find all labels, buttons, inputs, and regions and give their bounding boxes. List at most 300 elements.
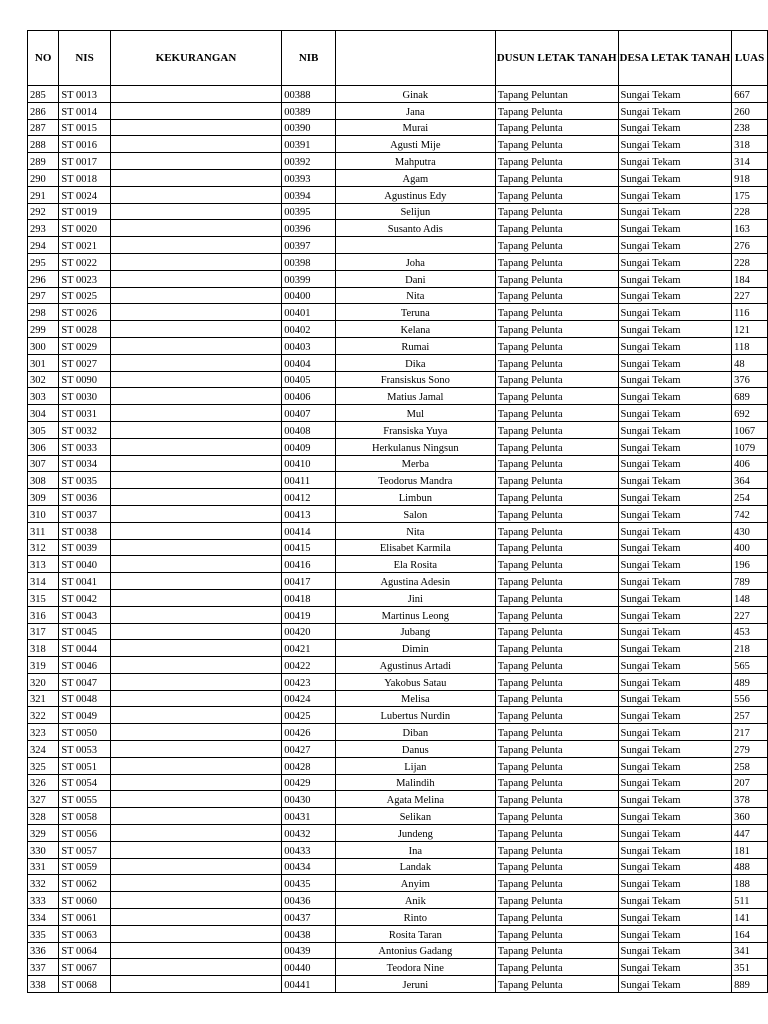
- cell-dusun: Tapang Pelunta: [495, 253, 618, 270]
- table-row: [28, 421, 768, 438]
- cell-nib: 00441: [282, 976, 336, 993]
- cell-desa: Sungai Tekam: [618, 724, 732, 741]
- cell-desa: Sungai Tekam: [618, 841, 732, 858]
- cell-desa: Sungai Tekam: [618, 102, 732, 119]
- cell-kekurangan: [110, 657, 282, 674]
- cell-nis: ST 0056: [59, 825, 110, 842]
- cell-dusun: Tapang Pelunta: [495, 388, 618, 405]
- cell-no: 317: [28, 623, 59, 640]
- cell-kekurangan: [110, 119, 282, 136]
- cell-luas: 228: [732, 203, 768, 220]
- cell-nis: ST 0029: [59, 337, 110, 354]
- header-kekurangan: KEKURANGAN: [110, 31, 282, 86]
- cell-desa: Sungai Tekam: [618, 405, 732, 422]
- table-row: [28, 808, 768, 825]
- cell-nis: ST 0015: [59, 119, 110, 136]
- cell-kekurangan: [110, 421, 282, 438]
- cell-no: 287: [28, 119, 59, 136]
- cell-name: Anik: [335, 892, 495, 909]
- cell-name: Joha: [335, 253, 495, 270]
- cell-luas: 918: [732, 169, 768, 186]
- cell-nib: 00402: [282, 321, 336, 338]
- cell-nib: 00423: [282, 673, 336, 690]
- cell-luas: 121: [732, 321, 768, 338]
- table-row: [28, 892, 768, 909]
- cell-desa: Sungai Tekam: [618, 791, 732, 808]
- cell-nis: ST 0062: [59, 875, 110, 892]
- cell-nib: 00425: [282, 707, 336, 724]
- table-row: [28, 438, 768, 455]
- cell-nis: ST 0031: [59, 405, 110, 422]
- cell-kekurangan: [110, 606, 282, 623]
- cell-kekurangan: [110, 505, 282, 522]
- cell-no: 319: [28, 657, 59, 674]
- table-row: [28, 573, 768, 590]
- cell-dusun: Tapang Pelunta: [495, 237, 618, 254]
- cell-kekurangan: [110, 304, 282, 321]
- cell-no: 326: [28, 774, 59, 791]
- cell-name: Selijun: [335, 203, 495, 220]
- cell-nis: ST 0030: [59, 388, 110, 405]
- cell-kekurangan: [110, 405, 282, 422]
- cell-nis: ST 0033: [59, 438, 110, 455]
- cell-nib: 00432: [282, 825, 336, 842]
- cell-kekurangan: [110, 253, 282, 270]
- table-row: [28, 589, 768, 606]
- cell-desa: Sungai Tekam: [618, 556, 732, 573]
- cell-name: Herkulanus Ningsun: [335, 438, 495, 455]
- cell-no: 310: [28, 505, 59, 522]
- cell-desa: Sungai Tekam: [618, 976, 732, 993]
- cell-name: Teodorus Mandra: [335, 472, 495, 489]
- table-header: [28, 31, 768, 86]
- cell-no: 299: [28, 321, 59, 338]
- cell-nib: 00440: [282, 959, 336, 976]
- cell-dusun: Tapang Pelunta: [495, 875, 618, 892]
- cell-desa: Sungai Tekam: [618, 220, 732, 237]
- cell-kekurangan: [110, 774, 282, 791]
- cell-no: 307: [28, 455, 59, 472]
- cell-luas: 1079: [732, 438, 768, 455]
- cell-no: 293: [28, 220, 59, 237]
- cell-luas: 227: [732, 287, 768, 304]
- cell-desa: Sungai Tekam: [618, 808, 732, 825]
- cell-kekurangan: [110, 573, 282, 590]
- cell-dusun: Tapang Pelunta: [495, 707, 618, 724]
- cell-nib: 00391: [282, 136, 336, 153]
- cell-dusun: Tapang Pelunta: [495, 438, 618, 455]
- cell-name: Martinus Leong: [335, 606, 495, 623]
- table-row: [28, 741, 768, 758]
- cell-nib: 00435: [282, 875, 336, 892]
- cell-desa: Sungai Tekam: [618, 304, 732, 321]
- cell-no: 315: [28, 589, 59, 606]
- cell-no: 312: [28, 539, 59, 556]
- cell-desa: Sungai Tekam: [618, 757, 732, 774]
- cell-nib: 00393: [282, 169, 336, 186]
- header-nama: [335, 31, 495, 86]
- cell-nib: 00438: [282, 925, 336, 942]
- cell-name: Danus: [335, 741, 495, 758]
- cell-dusun: Tapang Pelunta: [495, 455, 618, 472]
- cell-dusun: Tapang Pelunta: [495, 808, 618, 825]
- cell-no: 322: [28, 707, 59, 724]
- cell-nis: ST 0049: [59, 707, 110, 724]
- cell-no: 292: [28, 203, 59, 220]
- table-row: [28, 724, 768, 741]
- cell-name: Kelana: [335, 321, 495, 338]
- cell-name: Selikan: [335, 808, 495, 825]
- cell-name: Antonius Gadang: [335, 942, 495, 959]
- cell-nis: ST 0024: [59, 186, 110, 203]
- cell-dusun: Tapang Pelunta: [495, 942, 618, 959]
- cell-nis: ST 0047: [59, 673, 110, 690]
- cell-name: Murai: [335, 119, 495, 136]
- cell-desa: Sungai Tekam: [618, 690, 732, 707]
- cell-dusun: Tapang Pelunta: [495, 304, 618, 321]
- cell-nib: 00422: [282, 657, 336, 674]
- cell-nib: 00395: [282, 203, 336, 220]
- table-row: [28, 556, 768, 573]
- cell-kekurangan: [110, 102, 282, 119]
- cell-dusun: Tapang Pelunta: [495, 690, 618, 707]
- table-row: [28, 774, 768, 791]
- cell-name: Mul: [335, 405, 495, 422]
- cell-kekurangan: [110, 539, 282, 556]
- cell-dusun: Tapang Pelunta: [495, 136, 618, 153]
- cell-nib: 00411: [282, 472, 336, 489]
- cell-dusun: Tapang Pelunta: [495, 539, 618, 556]
- cell-name: Anyim: [335, 875, 495, 892]
- cell-nib: 00427: [282, 741, 336, 758]
- cell-no: 308: [28, 472, 59, 489]
- cell-nis: ST 0058: [59, 808, 110, 825]
- cell-nib: 00394: [282, 186, 336, 203]
- cell-dusun: Tapang Pelunta: [495, 741, 618, 758]
- table-row: [28, 875, 768, 892]
- cell-kekurangan: [110, 640, 282, 657]
- cell-kekurangan: [110, 455, 282, 472]
- cell-nis: ST 0025: [59, 287, 110, 304]
- cell-luas: 400: [732, 539, 768, 556]
- cell-desa: Sungai Tekam: [618, 875, 732, 892]
- cell-luas: 318: [732, 136, 768, 153]
- cell-nib: 00416: [282, 556, 336, 573]
- cell-dusun: Tapang Pelunta: [495, 892, 618, 909]
- cell-kekurangan: [110, 556, 282, 573]
- cell-nis: ST 0067: [59, 959, 110, 976]
- cell-nib: 00412: [282, 489, 336, 506]
- table-row: [28, 690, 768, 707]
- cell-no: 338: [28, 976, 59, 993]
- table-row: [28, 304, 768, 321]
- table-row: [28, 253, 768, 270]
- table-row: [28, 640, 768, 657]
- cell-desa: Sungai Tekam: [618, 354, 732, 371]
- cell-dusun: Tapang Pelunta: [495, 371, 618, 388]
- table-row: [28, 136, 768, 153]
- cell-name: Fransiska Yuya: [335, 421, 495, 438]
- header-nib: NIB: [282, 31, 336, 86]
- cell-luas: 164: [732, 925, 768, 942]
- cell-dusun: Tapang Pelunta: [495, 841, 618, 858]
- cell-nis: ST 0044: [59, 640, 110, 657]
- cell-no: 300: [28, 337, 59, 354]
- cell-luas: 556: [732, 690, 768, 707]
- cell-nib: 00434: [282, 858, 336, 875]
- cell-dusun: Tapang Pelunta: [495, 220, 618, 237]
- table-row: [28, 825, 768, 842]
- table-row: [28, 472, 768, 489]
- cell-dusun: Tapang Pelunta: [495, 287, 618, 304]
- cell-no: 303: [28, 388, 59, 405]
- cell-luas: 163: [732, 220, 768, 237]
- table-row: [28, 657, 768, 674]
- cell-nib: 00388: [282, 86, 336, 103]
- cell-nib: 00405: [282, 371, 336, 388]
- cell-luas: 227: [732, 606, 768, 623]
- cell-desa: Sungai Tekam: [618, 909, 732, 926]
- cell-nis: ST 0054: [59, 774, 110, 791]
- cell-nib: 00436: [282, 892, 336, 909]
- cell-no: 321: [28, 690, 59, 707]
- cell-luas: 238: [732, 119, 768, 136]
- cell-no: 314: [28, 573, 59, 590]
- cell-desa: Sungai Tekam: [618, 892, 732, 909]
- cell-desa: Sungai Tekam: [618, 287, 732, 304]
- cell-nib: 00403: [282, 337, 336, 354]
- cell-no: 305: [28, 421, 59, 438]
- cell-name: Ina: [335, 841, 495, 858]
- cell-luas: 341: [732, 942, 768, 959]
- cell-name: Dani: [335, 270, 495, 287]
- cell-nib: 00417: [282, 573, 336, 590]
- cell-nib: 00439: [282, 942, 336, 959]
- cell-dusun: Tapang Pelunta: [495, 270, 618, 287]
- table-row: [28, 321, 768, 338]
- cell-dusun: Tapang Pelunta: [495, 573, 618, 590]
- cell-luas: 279: [732, 741, 768, 758]
- cell-luas: 258: [732, 757, 768, 774]
- cell-nib: 00401: [282, 304, 336, 321]
- cell-desa: Sungai Tekam: [618, 589, 732, 606]
- cell-nis: ST 0038: [59, 522, 110, 539]
- cell-name: Malindih: [335, 774, 495, 791]
- cell-dusun: Tapang Pelunta: [495, 825, 618, 842]
- cell-nis: ST 0016: [59, 136, 110, 153]
- cell-luas: 376: [732, 371, 768, 388]
- table-row: [28, 455, 768, 472]
- cell-name: Jubang: [335, 623, 495, 640]
- cell-desa: Sungai Tekam: [618, 707, 732, 724]
- cell-nib: 00389: [282, 102, 336, 119]
- cell-no: 328: [28, 808, 59, 825]
- cell-nib: 00430: [282, 791, 336, 808]
- cell-desa: Sungai Tekam: [618, 371, 732, 388]
- cell-dusun: Tapang Pelunta: [495, 203, 618, 220]
- cell-dusun: Tapang Pelunta: [495, 556, 618, 573]
- cell-nis: ST 0043: [59, 606, 110, 623]
- cell-name: Salon: [335, 505, 495, 522]
- cell-no: 320: [28, 673, 59, 690]
- cell-nis: ST 0053: [59, 741, 110, 758]
- cell-dusun: Tapang Pelunta: [495, 673, 618, 690]
- table-row: [28, 959, 768, 976]
- cell-kekurangan: [110, 825, 282, 842]
- cell-nib: 00392: [282, 153, 336, 170]
- cell-name: Agusti Mije: [335, 136, 495, 153]
- cell-name: Nita: [335, 522, 495, 539]
- cell-luas: 889: [732, 976, 768, 993]
- cell-dusun: Tapang Pelunta: [495, 186, 618, 203]
- cell-nib: 00400: [282, 287, 336, 304]
- cell-nib: 00437: [282, 909, 336, 926]
- cell-desa: Sungai Tekam: [618, 388, 732, 405]
- cell-name: Mahputra: [335, 153, 495, 170]
- cell-desa: Sungai Tekam: [618, 136, 732, 153]
- cell-dusun: Tapang Pelunta: [495, 102, 618, 119]
- cell-kekurangan: [110, 909, 282, 926]
- cell-desa: Sungai Tekam: [618, 673, 732, 690]
- cell-luas: 406: [732, 455, 768, 472]
- table-row: [28, 169, 768, 186]
- cell-name: Merba: [335, 455, 495, 472]
- table-row: [28, 489, 768, 506]
- cell-desa: Sungai Tekam: [618, 606, 732, 623]
- table-row: [28, 237, 768, 254]
- cell-no: 334: [28, 909, 59, 926]
- cell-nib: 00390: [282, 119, 336, 136]
- cell-no: 335: [28, 925, 59, 942]
- cell-nis: ST 0045: [59, 623, 110, 640]
- cell-no: 291: [28, 186, 59, 203]
- table-row: [28, 791, 768, 808]
- cell-luas: 667: [732, 86, 768, 103]
- cell-desa: Sungai Tekam: [618, 942, 732, 959]
- cell-name: Agustinus Edy: [335, 186, 495, 203]
- cell-kekurangan: [110, 673, 282, 690]
- cell-no: 337: [28, 959, 59, 976]
- cell-dusun: Tapang Pelunta: [495, 505, 618, 522]
- cell-no: 336: [28, 942, 59, 959]
- cell-kekurangan: [110, 270, 282, 287]
- cell-luas: 378: [732, 791, 768, 808]
- cell-no: 296: [28, 270, 59, 287]
- cell-nib: 00429: [282, 774, 336, 791]
- cell-dusun: Tapang Pelunta: [495, 909, 618, 926]
- cell-kekurangan: [110, 791, 282, 808]
- table-row: [28, 623, 768, 640]
- cell-kekurangan: [110, 489, 282, 506]
- cell-luas: 257: [732, 707, 768, 724]
- cell-luas: 260: [732, 102, 768, 119]
- cell-name: Dika: [335, 354, 495, 371]
- cell-kekurangan: [110, 522, 282, 539]
- cell-dusun: Tapang Pelunta: [495, 858, 618, 875]
- cell-nis: ST 0021: [59, 237, 110, 254]
- cell-nib: 00421: [282, 640, 336, 657]
- cell-kekurangan: [110, 707, 282, 724]
- cell-dusun: Tapang Pelunta: [495, 405, 618, 422]
- cell-nib: 00424: [282, 690, 336, 707]
- table-row: [28, 757, 768, 774]
- cell-luas: 217: [732, 724, 768, 741]
- cell-desa: Sungai Tekam: [618, 455, 732, 472]
- table-row: [28, 102, 768, 119]
- cell-luas: 430: [732, 522, 768, 539]
- cell-dusun: Tapang Pelunta: [495, 976, 618, 993]
- cell-luas: 1067: [732, 421, 768, 438]
- cell-no: 288: [28, 136, 59, 153]
- cell-luas: 489: [732, 673, 768, 690]
- cell-luas: 511: [732, 892, 768, 909]
- cell-nib: 00396: [282, 220, 336, 237]
- cell-luas: 141: [732, 909, 768, 926]
- cell-kekurangan: [110, 354, 282, 371]
- cell-desa: Sungai Tekam: [618, 186, 732, 203]
- cell-nis: ST 0035: [59, 472, 110, 489]
- cell-dusun: Tapang Pelunta: [495, 959, 618, 976]
- cell-kekurangan: [110, 186, 282, 203]
- cell-nib: 00418: [282, 589, 336, 606]
- cell-name: Melisa: [335, 690, 495, 707]
- cell-desa: Sungai Tekam: [618, 858, 732, 875]
- cell-kekurangan: [110, 153, 282, 170]
- cell-desa: Sungai Tekam: [618, 741, 732, 758]
- cell-kekurangan: [110, 925, 282, 942]
- table-row: [28, 909, 768, 926]
- cell-no: 325: [28, 757, 59, 774]
- cell-no: 311: [28, 522, 59, 539]
- cell-name: Agustinus Artadi: [335, 657, 495, 674]
- cell-no: 331: [28, 858, 59, 875]
- cell-dusun: Tapang Pelunta: [495, 153, 618, 170]
- cell-no: 294: [28, 237, 59, 254]
- cell-kekurangan: [110, 371, 282, 388]
- cell-dusun: Tapang Pelunta: [495, 589, 618, 606]
- table-row: [28, 707, 768, 724]
- cell-dusun: Tapang Pelunta: [495, 606, 618, 623]
- cell-name: Jundeng: [335, 825, 495, 842]
- cell-name: Nita: [335, 287, 495, 304]
- cell-kekurangan: [110, 959, 282, 976]
- table-row: [28, 976, 768, 993]
- cell-nis: ST 0014: [59, 102, 110, 119]
- cell-nis: ST 0064: [59, 942, 110, 959]
- cell-name: Rumai: [335, 337, 495, 354]
- cell-name: Jeruni: [335, 976, 495, 993]
- cell-dusun: Tapang Pelunta: [495, 522, 618, 539]
- cell-nis: ST 0059: [59, 858, 110, 875]
- header-dusun: DUSUN LETAK TANAH: [495, 31, 618, 86]
- cell-name: [335, 237, 495, 254]
- cell-desa: Sungai Tekam: [618, 472, 732, 489]
- cell-no: 329: [28, 825, 59, 842]
- cell-nis: ST 0051: [59, 757, 110, 774]
- cell-desa: Sungai Tekam: [618, 237, 732, 254]
- cell-kekurangan: [110, 136, 282, 153]
- cell-desa: Sungai Tekam: [618, 539, 732, 556]
- cell-dusun: Tapang Pelunta: [495, 337, 618, 354]
- cell-name: Lijan: [335, 757, 495, 774]
- cell-name: Limbun: [335, 489, 495, 506]
- header-row: [28, 31, 768, 86]
- cell-kekurangan: [110, 690, 282, 707]
- cell-name: Agam: [335, 169, 495, 186]
- cell-name: Teruna: [335, 304, 495, 321]
- cell-luas: 228: [732, 253, 768, 270]
- cell-kekurangan: [110, 388, 282, 405]
